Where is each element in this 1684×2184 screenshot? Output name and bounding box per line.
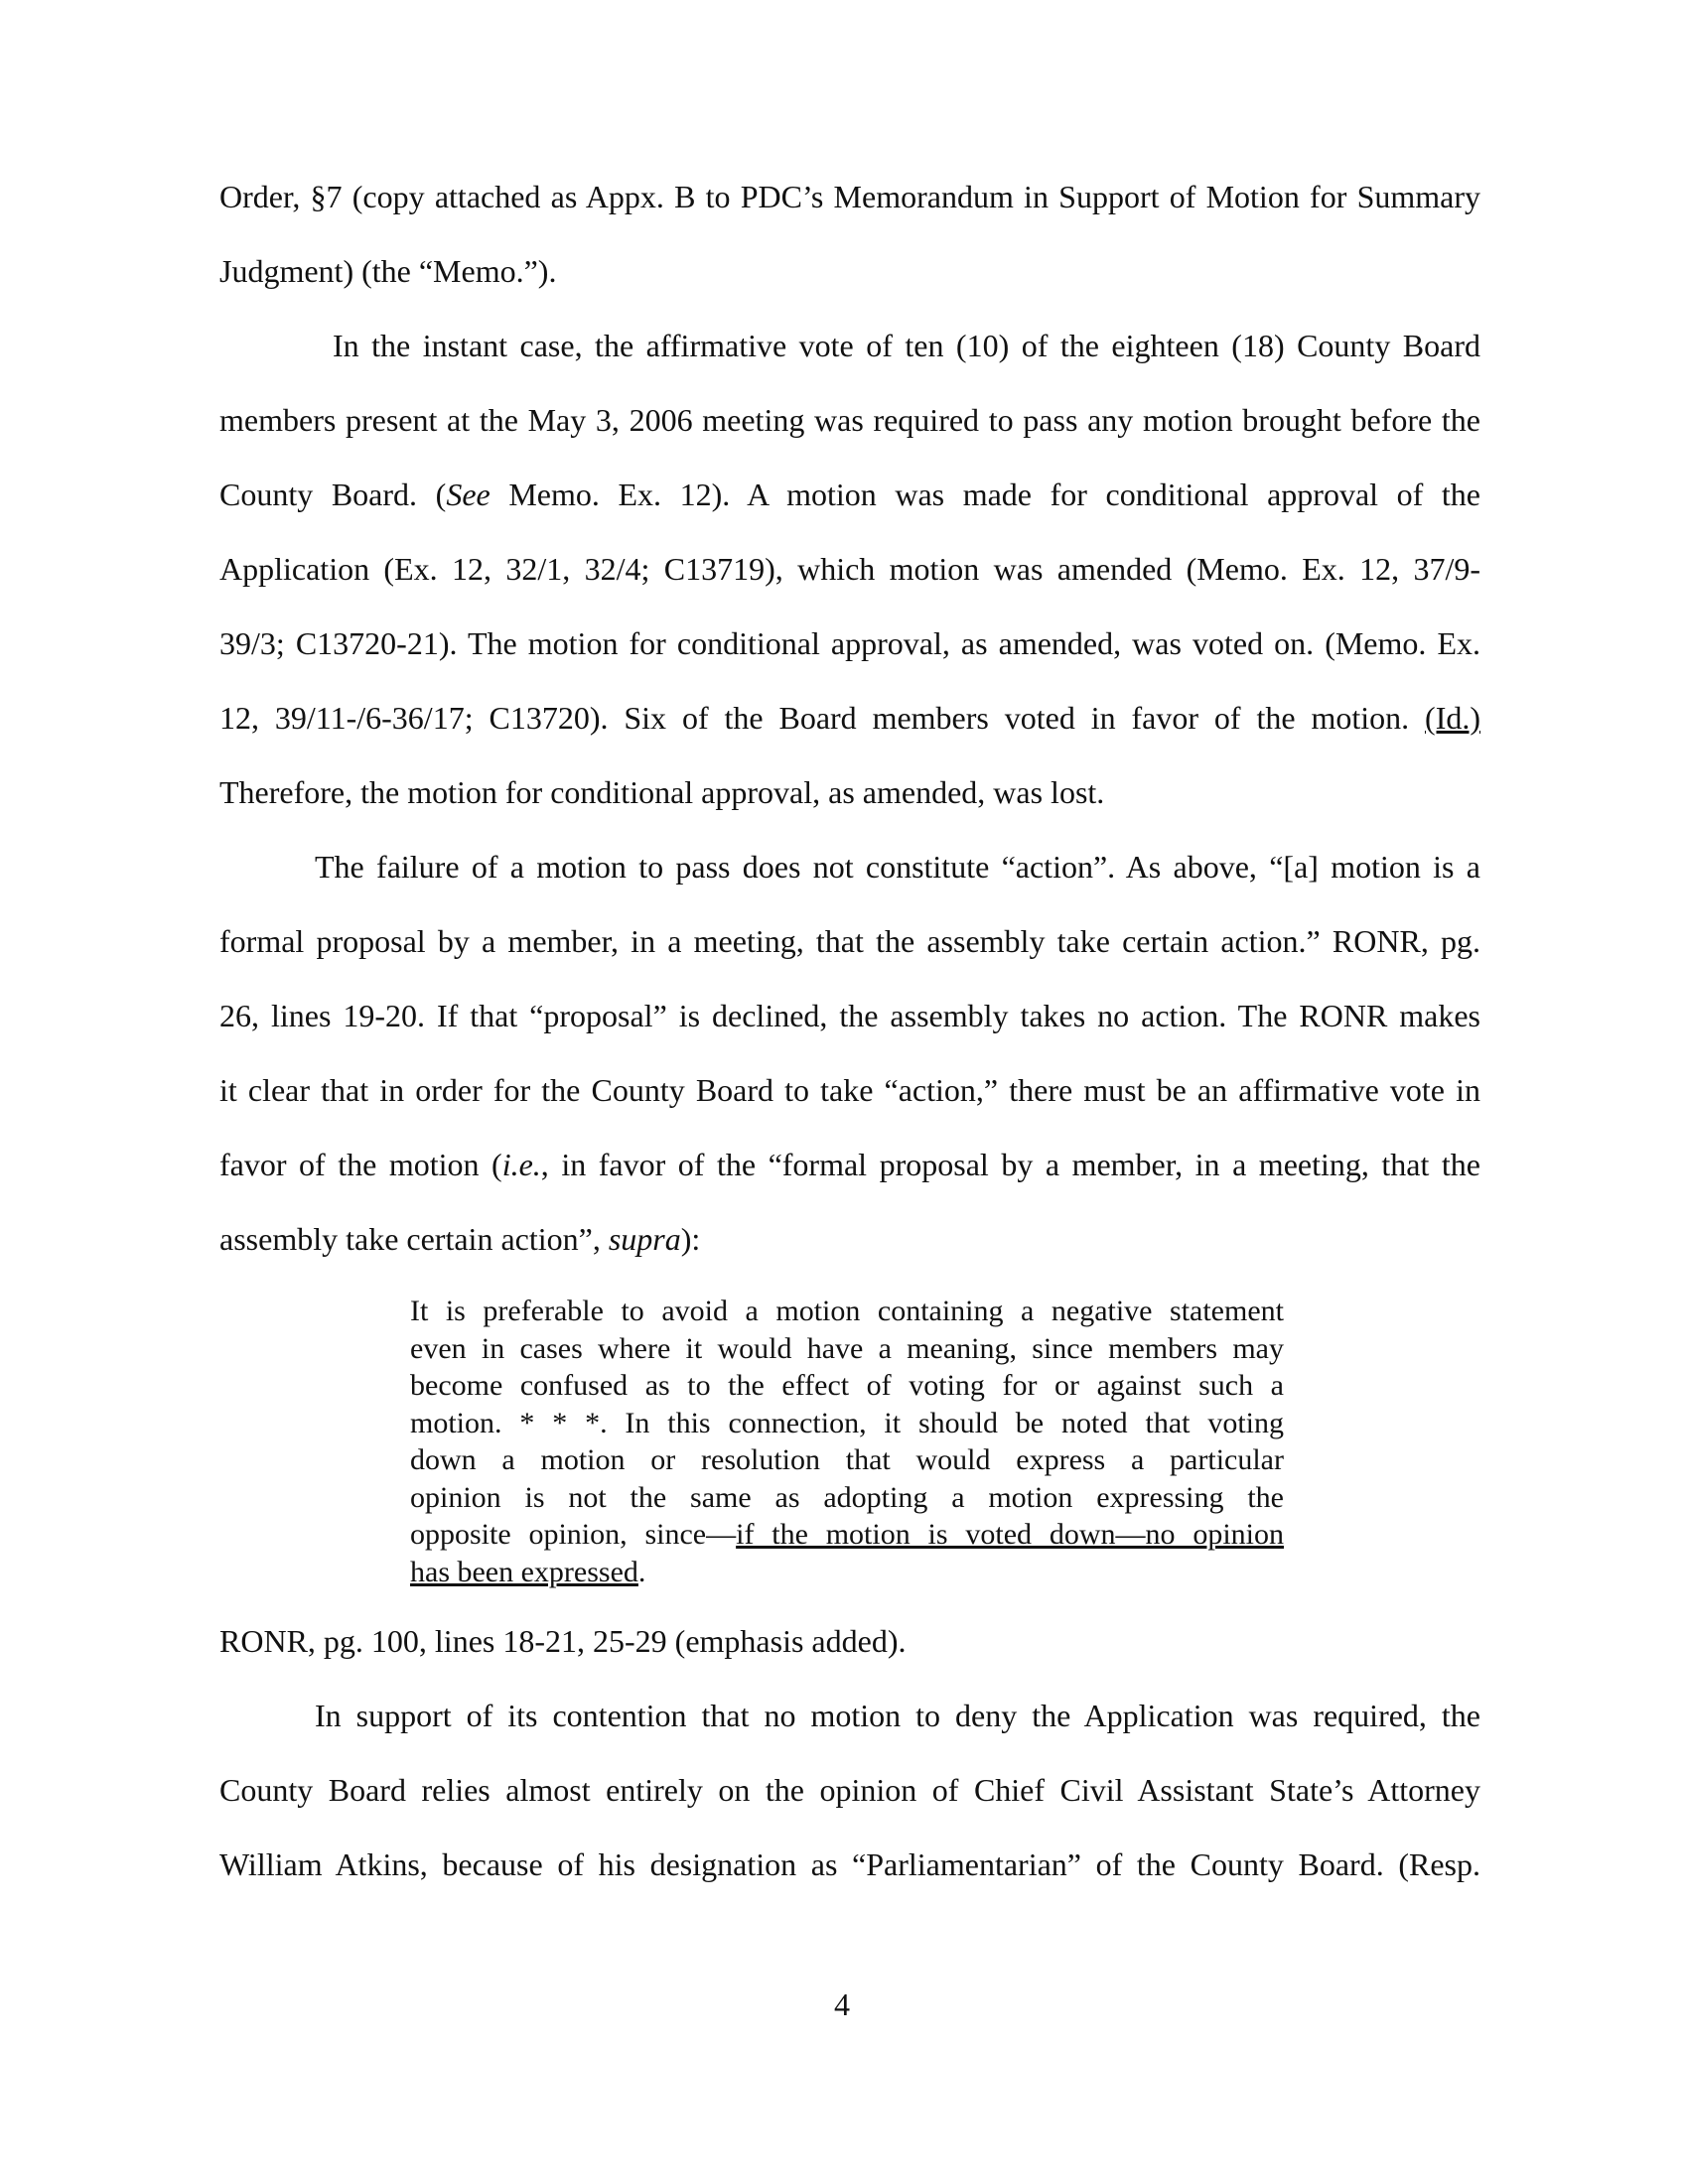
paragraph-3-line-5-start: favor of the motion ( [219,1147,502,1182]
paragraph-4-line-1: In support of its contention that no motion to deny the Application was required, the [315,1698,1480,1733]
paragraph-3-line-6-end: ): [680,1221,701,1257]
block-quote-line-3: become confused as to the effect of voting for or against such a [410,1369,1284,1402]
see-signal: See [446,477,491,512]
paragraph-3-line-4: it clear that in order for the County Board to take “action,” there must be an affirmative vote in [219,1072,1480,1108]
paragraph-3-line-6-start: assembly take certain action”, [219,1221,609,1257]
paragraph-3-line-6 [219,1219,1480,1259]
block-quote-line-7 [410,1516,1284,1554]
paragraph-3-line-2: formal proposal by a member, in a meeting, that the assembly take certain action.” RONR, pg. [219,923,1480,959]
block-quote-line-5: down a motion or resolution that would express a particular [410,1443,1284,1476]
paragraph-3-line-5 [219,1145,1480,1184]
block-quote-line-2: even in cases where it would have a meaning, since members may [410,1331,1284,1365]
paragraph-3-line-3: 26, lines 19-20. If that “proposal” is declined, the assembly takes no action. The RONR makes [219,998,1480,1033]
ie-abbreviation: i.e. [501,1147,541,1182]
paragraph-1-line-1: Order, §7 (copy attached as Appx. B to PDC’s Memorandum in Support of Motion for Summary [219,179,1480,214]
paragraph-2-line-6-start: 12, 39/11-/6-36/17; C13720). Six of the Board members voted in favor of the motion. [219,700,1426,736]
paragraph-2-line-3 [219,475,1480,514]
block-quote-line-4: motion. * * *. In this connection, it should be noted that voting [410,1406,1284,1439]
block-quote-line-1: It is preferable to avoid a motion containing a negative statement [410,1295,1284,1327]
supra-signal: supra [608,1221,681,1257]
emphasis-underlined-2: has been expressed [410,1555,638,1588]
paragraph-2-line-5: 39/3; C13720-21). The motion for conditional approval, as amended, was voted on. (Memo. Ex. [219,625,1480,661]
paragraph-1-line-2: Judgment) (the “Memo.”). [219,253,557,289]
paragraph-2-line-2: members present at the May 3, 2006 meeting was required to pass any motion brought before the [219,402,1480,438]
block-quote-line-8-end: . [637,1555,646,1588]
paragraph-2-line-1: In the instant case, the affirmative vote of ten (10) of the eighteen (18) County Board [333,328,1480,363]
block-quote-line-8 [410,1554,1284,1591]
block-quote-line-7-start: opposite opinion, since— [410,1518,737,1551]
paragraph-3-line-1: The failure of a motion to pass does not constitute “action”. As above, “[a] motion is a [315,849,1480,885]
paragraph-4-line-3: William Atkins, because of his designation as “Parliamentarian” of the County Board. (Resp. [219,1846,1480,1882]
paragraph-2-line-3-start: County Board. ( [219,477,447,512]
paragraph-2-line-4: Application (Ex. 12, 32/1, 32/4; C13719), which motion was amended (Memo. Ex. 12, 37/9- [219,551,1480,587]
emphasis-underlined-1: if the motion is voted down—no opinion [736,1518,1284,1551]
id-citation: (Id.) [1425,700,1480,736]
paragraph-2-line-7: Therefore, the motion for conditional approval, as amended, was lost. [219,774,1105,810]
paragraph-3-line-5-end: , in favor of the “formal proposal by a member, in a meeting, that the [540,1147,1481,1182]
paragraph-4-line-2: County Board relies almost entirely on the opinion of Chief Civil Assistant State’s Attorney [219,1772,1480,1808]
paragraph-2-line-3-end: Memo. Ex. 12). A motion was made for conditional approval of the [490,477,1481,512]
page-number: 4 [834,1986,850,2022]
citation: RONR, pg. 100, lines 18-21, 25-29 (emphasis added). [219,1623,907,1659]
paragraph-2-line-6 [219,698,1480,738]
block-quote [410,1293,1284,1590]
block-quote-line-6: opinion is not the same as adopting a motion expressing the [410,1480,1284,1514]
